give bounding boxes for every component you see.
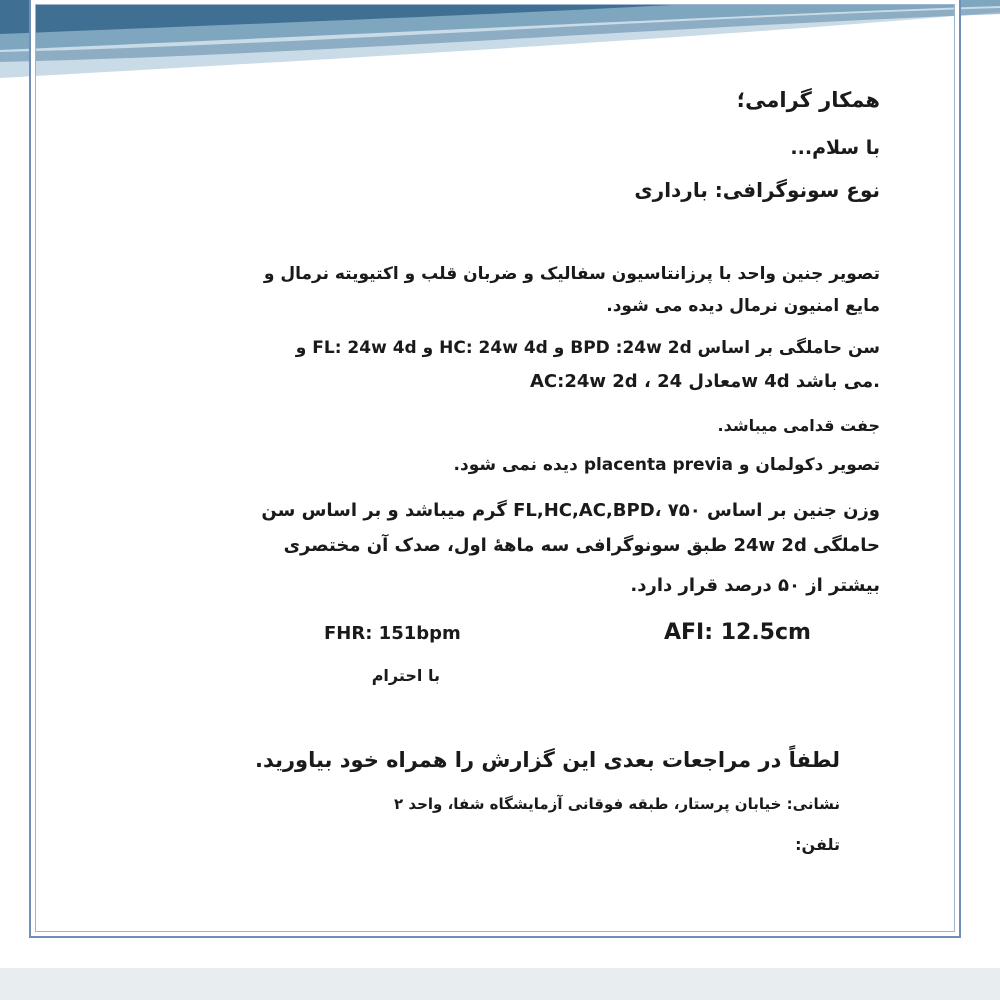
fetal-weight-line3: بیشتر از ۵۰ درصد قرار دارد. <box>630 575 880 596</box>
fetal-weight-line1: وزن جنین بر اساس FL,HC,AC,BPD، ۷۵۰ گرم میباشد و بر اساس سن <box>261 500 880 521</box>
closing-regards: با احترام <box>371 666 440 685</box>
afi-measurement: AFI: 12.5cm <box>664 620 811 645</box>
footer-reminder: لطفاً در مراجعات بعدی این گزارش را همراه خود بیاورید. <box>254 748 840 772</box>
sonography-type: نوع سونوگرافی: بارداری <box>634 178 880 202</box>
abruption-previa-note: تصویر دکولمان و placenta previa دیده نمی شود. <box>453 455 880 475</box>
gestational-age-line1: سن حاملگی بر اساس BPD :24w 2d و HC: 24w 4d و FL: 24w 4d و <box>295 338 880 358</box>
fetal-weight-line2: حاملگی 24w 2d طبق سونوگرافی سه ماههٔ اول، صدک آن مختصری <box>283 535 880 556</box>
footer-address: نشانی: خیابان پرستار، طبقه فوقانی آزمایشگاه شفا، واحد ۲ <box>394 795 840 813</box>
fetus-description-line1: تصویر جنین واحد با پرزانتاسیون سفالیک و ضربان قلب و اکتیویته نرمال و <box>263 264 880 284</box>
fhr-measurement: FHR: 151bpm <box>324 623 461 644</box>
salutation: با سلام... <box>790 137 880 159</box>
gestational-age-line2: AC:24w 2d ، معادل 24w 4d می باشد. <box>530 371 880 392</box>
greeting: همکار گرامی؛ <box>736 88 880 112</box>
fetus-description-line2: مایع امنیون نرمال دیده می شود. <box>606 296 880 316</box>
footer-phone: تلفن: <box>795 835 840 854</box>
placenta-position: جفت قدامی میباشد. <box>717 416 880 435</box>
footer-band <box>0 968 1000 1000</box>
